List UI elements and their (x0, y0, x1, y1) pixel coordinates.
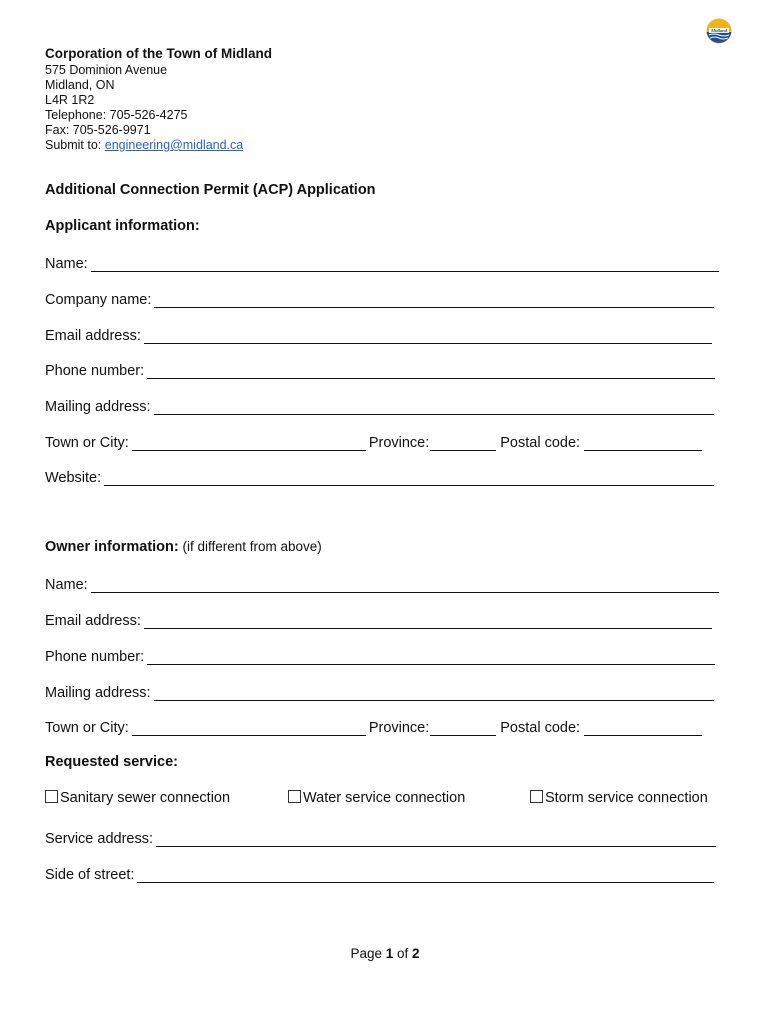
organization-header (45, 46, 272, 153)
of-word: of (393, 946, 413, 961)
owner-name-field[interactable] (91, 578, 719, 593)
owner-mailing-row (45, 683, 714, 701)
service-address-row (45, 829, 716, 847)
page-word: Page (350, 946, 386, 961)
applicant-company-row (45, 290, 714, 308)
service-options (45, 790, 725, 808)
town-of-midland-logo-icon (706, 18, 732, 44)
service-heading: Requested service: (45, 754, 178, 770)
side-of-street-row (45, 865, 714, 883)
page-current: 1 (385, 946, 394, 961)
form-title: Additional Connection Permit (ACP) Application (45, 182, 376, 198)
applicant-website-field[interactable] (104, 471, 714, 486)
submit-email-link[interactable]: engineering@midland.ca (104, 138, 244, 152)
applicant-postal-field[interactable] (584, 436, 702, 451)
applicant-website-row (45, 468, 714, 486)
side-of-street-label: Side of street: (45, 867, 135, 883)
applicant-postal-label: Postal code: (500, 435, 581, 451)
applicant-phone-row (45, 361, 715, 379)
telephone: Telephone: 705-526-4275 (45, 108, 188, 122)
water-service-option[interactable] (288, 790, 465, 806)
applicant-heading: Applicant information: (45, 218, 200, 234)
side-of-street-field[interactable] (137, 868, 714, 883)
owner-province-field[interactable] (430, 721, 496, 736)
owner-town-row (45, 718, 702, 736)
owner-phone-label: Phone number: (45, 649, 145, 665)
owner-town-label: Town or City: (45, 720, 129, 736)
owner-name-row (45, 575, 719, 593)
applicant-town-label: Town or City: (45, 435, 129, 451)
applicant-phone-field[interactable] (147, 364, 715, 379)
water-service-label: Water service connection (303, 790, 466, 806)
sanitary-sewer-option[interactable] (45, 790, 230, 806)
applicant-province-label: Province: (368, 435, 430, 451)
applicant-name-label: Name: (45, 256, 88, 272)
applicant-website-label: Website: (45, 470, 102, 486)
applicant-town-row (45, 433, 702, 451)
submit-line (45, 138, 272, 153)
applicant-company-label: Company name: (45, 292, 152, 308)
owner-mailing-label: Mailing address: (45, 685, 151, 701)
applicant-company-field[interactable] (154, 293, 714, 308)
applicant-phone-label: Phone number: (45, 363, 145, 379)
owner-province-label: Province: (368, 720, 430, 736)
applicant-name-row (45, 254, 719, 272)
owner-postal-field[interactable] (584, 721, 702, 736)
applicant-email-row (45, 326, 712, 344)
applicant-mailing-field[interactable] (154, 400, 714, 415)
storm-service-label: Storm service connection (545, 790, 708, 806)
owner-email-label: Email address: (45, 613, 141, 629)
owner-town-field[interactable] (132, 721, 366, 736)
owner-email-row (45, 611, 712, 629)
fax: Fax: 705-526-9971 (45, 123, 151, 137)
owner-heading-note: (if different from above) (178, 539, 322, 554)
sanitary-sewer-label: Sanitary sewer connection (60, 790, 231, 806)
submit-prefix: Submit to: (45, 138, 105, 152)
applicant-email-label: Email address: (45, 328, 141, 344)
applicant-province-field[interactable] (430, 436, 496, 451)
water-service-checkbox[interactable] (288, 790, 301, 803)
applicant-email-field[interactable] (144, 329, 712, 344)
applicant-town-field[interactable] (132, 436, 366, 451)
applicant-mailing-row (45, 397, 714, 415)
address-line-1: 575 Dominion Avenue (45, 63, 168, 77)
page-number (0, 946, 770, 961)
owner-heading-text: Owner information: (45, 539, 179, 555)
owner-phone-row (45, 647, 715, 665)
service-address-label: Service address: (45, 831, 153, 847)
owner-postal-label: Postal code: (500, 720, 581, 736)
applicant-mailing-label: Mailing address: (45, 399, 151, 415)
owner-phone-field[interactable] (147, 650, 715, 665)
logo-text: Midland (710, 28, 728, 34)
owner-email-field[interactable] (144, 614, 712, 629)
address-line-2: Midland, ON (45, 78, 115, 92)
owner-heading (45, 539, 322, 555)
owner-name-label: Name: (45, 577, 88, 593)
applicant-name-field[interactable] (91, 257, 719, 272)
sanitary-sewer-checkbox[interactable] (45, 790, 58, 803)
service-address-field[interactable] (156, 832, 716, 847)
storm-service-option[interactable] (530, 790, 708, 806)
postal-code: L4R 1R2 (45, 93, 95, 107)
organization-name: Corporation of the Town of Midland (45, 46, 272, 61)
owner-mailing-field[interactable] (154, 686, 714, 701)
page-total: 2 (412, 946, 420, 961)
storm-service-checkbox[interactable] (530, 790, 543, 803)
